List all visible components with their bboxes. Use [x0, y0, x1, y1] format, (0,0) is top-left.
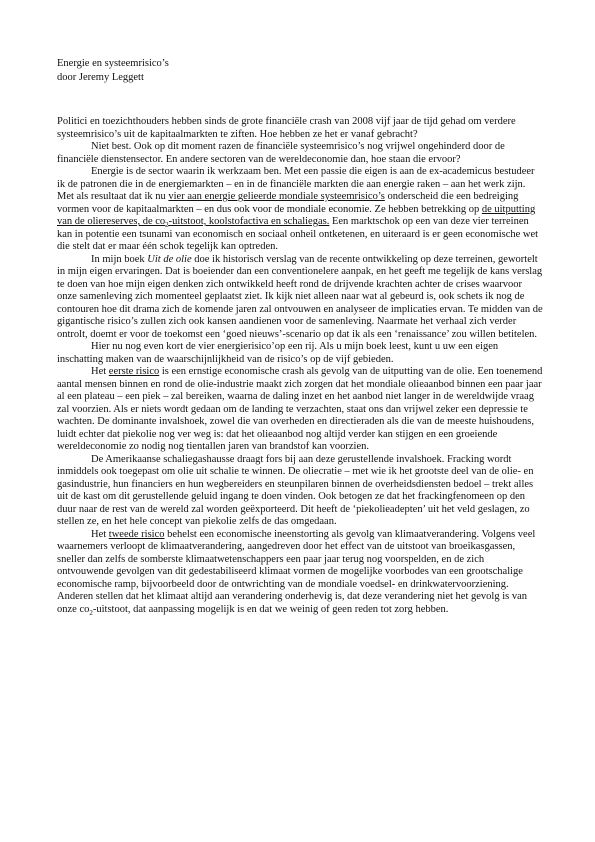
co2-subscript: 2	[165, 221, 169, 230]
paragraph-3-text-b: onderscheid die een bedreiging vormen voor de kapitaalmarkten – en dus ook voor de mondiale economie. Ze hebben betrekking op	[57, 191, 519, 215]
paragraph-6-text-b: is een ernstige economische crash als gevolg van de uitputting van de olie. Een toenemend aantal mensen binnen en rond de olie-industrie maakt zich zorgen dat het mondiale olieaanbod binnen een paar jaar al een plateau – een piek – zal bereiken, waarna de daling inzet en het aanbod niet langer in de wereldwijde vraag zal voorzien. Als er niets wordt gedaan om de landing te verzachten, staat ons dan vrijwel zeker een depressie te wachten. De dominante invalshoek, zowel die van overheden en directieraden als die van de meeste huishoudens, luidt echter dat piekolie nog ver weg is: dat het olieaanbod nog altijd verder kan stijgen en een groeiende wereldeconomie zo nodig nog tientallen jaren van brandstof kan voorzien.	[57, 366, 543, 452]
paragraph-1: Politici en toezichthouders hebben sinds de grote financiële crash van 2008 vijf jaar de tijd gehad om verdere systeemrisico’s uit de kapitaalmarkten te ziften. Hoe hebben ze het er vanaf gebracht?	[57, 116, 516, 140]
paragraph-7: De Amerikaanse schaliegashausse draagt fors bij aan deze gerustellende invalshoek. Fracking wordt inmiddels ook toegepast om olie uit schalie te winnen. De oliecratie – met wie ik het grootste deel van de olie- en gasindustrie, hun financiers en hun wegbereiders en steunpilaren binnen de overheidsdiensten bedoel – trekt alles uit de kast om dit gerustellende geluid ingang te doen vinden. Ook betogen ze dat het frackingfenomeen op den duur naar de rest van de wereld zal worden geëxporteerd. Dit heeft de ‘piekolieadepten’ uit het veld geslagen, zo stellen ze, en het hele concept van piekolie zelfs de das omgedaan.	[57, 453, 534, 527]
paragraph-4-text-a: In mijn boek	[91, 253, 148, 265]
paragraph-3	[57, 166, 543, 254]
document-body	[57, 116, 543, 616]
paragraph-6-text-a: Het	[91, 366, 109, 377]
paragraph-4-text-b: doe ik historisch verslag van de recente ontwikkeling op deze terreinen, gewortelt in mijn eigen ervaringen. Dat is boeiender dan een conventionelere aanpak, en het geeft me tegelijk de kans verslag te doen van hoe mijn eigen denken zich ontwikkeld heeft rond de drijvende krachten achter de crises waarvoor onze samenleving zich momenteel geplaatst ziet. Ik kijk niet alleen naar wat al gebeurd is, ook schets ik nog de contouren hoe dit drama zich de komende jaren zal ontvouwen en analyseer de implicaties ervan. Te midden van de gigantische risico’s zullen zich ook kansen aandienen voor de samenleving. Naarmate het verhaal zich verder ontrolt, doemt er voor de toekomst een ‘goed nieuws’-scenario op dat ik als een ‘renaissance’ zou willen betitelen.	[57, 253, 543, 340]
document-author: door Jeremy Leggett	[57, 72, 144, 83]
book-title: Uit de olie	[147, 253, 192, 265]
document-title: Energie en systeemrisico’s	[57, 58, 169, 69]
document-header	[57, 57, 537, 85]
paragraph-2: Niet best. Ook op dit moment razen de financiële systeemrisico’s nog vrijwel ongehinderd door de financiële dienstensector. En andere sectoren van de wereldeconomie dan, hoe staan die ervoor?	[57, 141, 505, 165]
paragraph-8-text-b: behelst een economische ineenstorting als gevolg van klimaatverandering. Volgens veel waarnemers verloopt de klimaatverandering, aangedreven door het effect van de uitstoot van broeikasgassen, sneller dan zelfs de somberste klimaatwetenschappers een paar jaar terug nog voorspelden, en de zich ontvouwende gevolgen van dit gedestabiliseerd klimaat vormen de mogelijke voorbodes van een grootschalige economische ramp, bijvoorbeeld door de ontwrichting van de mondiale voedsel- en drinkwatervoorziening. Anderen stellen dat het klimaat altijd aan verandering onderhevig is, dat deze verandering niet het gevolg is van onze co	[57, 528, 536, 615]
paragraph-8-text-a: Het	[91, 528, 109, 540]
underlined-risk-areas-b: -uitstoot, koolstofactiva en schaliegas.	[168, 216, 330, 227]
paragraph-3-text-a: Energie is de sector waarin ik werkzaam ben. Met een passie die eigen is aan de ex-academicus bestudeer ik de patronen die in de energiemarkten – en in de financiële markten die aan energie raken – aan het werk zijn. Met als resultaat dat ik nu	[57, 166, 535, 202]
paragraph-8-text-c: -uitstoot, dat aanpassing mogelijk is en dat we weinig of geen reden tot zorg hebben.	[92, 603, 449, 615]
paragraph-6	[57, 366, 543, 454]
paragraph-3-text-c: Een marktschok op een van deze vier terreinen kan in potentie een tsunami van economisch en sociaal onheil ontketenen, en uiteraard is er geen economische wet die stelt dat er maar één schok tegelijk kan optreden.	[57, 216, 539, 252]
paragraph-8	[57, 529, 543, 617]
underlined-four-risks: vier aan energie gelieerde mondiale systeemrisico’s	[168, 191, 385, 202]
underlined-second-risk: tweede risico	[108, 528, 165, 540]
paragraph-5: Hier nu nog even kort de vier energierisico’op een rij. Als u mijn boek leest, kunt u uw een eigen inschatting maken van de waarschijnlijkheid van de risico’s op de vijf gebieden.	[57, 341, 499, 365]
underlined-risk-areas-a: de uitputting van de oliereserves, de co	[57, 203, 536, 227]
underlined-first-risk: eerste risico	[108, 366, 160, 377]
co2-subscript-2: 2	[89, 608, 93, 617]
paragraph-4	[57, 254, 543, 342]
